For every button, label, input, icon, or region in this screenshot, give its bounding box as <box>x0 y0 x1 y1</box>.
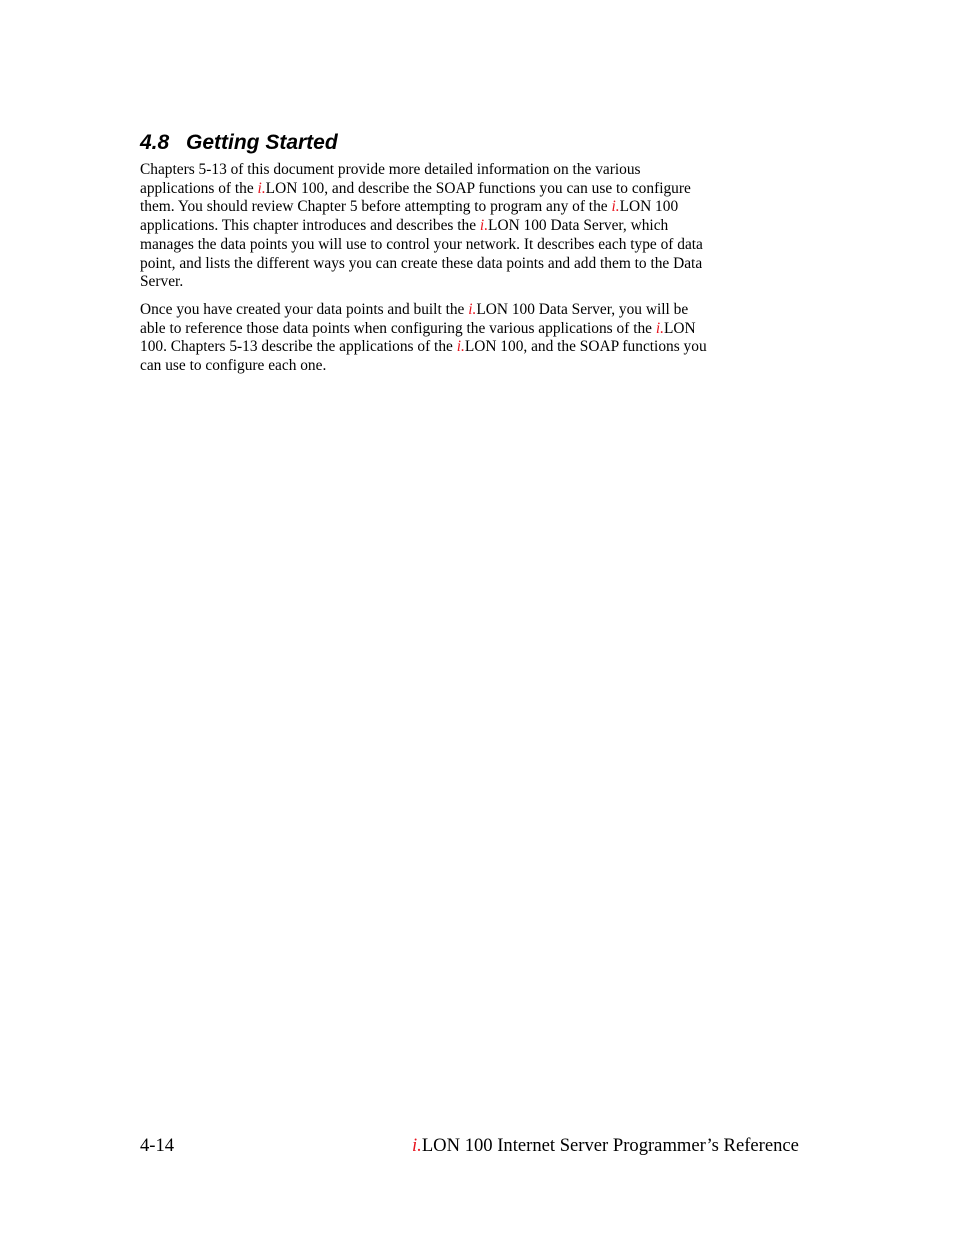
text-line: point, and lists the different ways you can create these data points and add them to the Data <box>140 254 703 272</box>
text-run: LON 100, and describe the SOAP functions you can use to configure <box>265 179 691 197</box>
text-line: Server. <box>140 273 184 291</box>
text-line: manages the data points you will use to control your network. It describes each type of data <box>140 235 703 253</box>
brand-prefix: i. <box>479 217 489 235</box>
text-run: applications of the <box>140 179 258 197</box>
text-run: them. You should review Chapter 5 before attempting to program any of the <box>140 198 612 216</box>
text-run: 100. Chapters 5-13 describe the applications of the <box>140 338 457 356</box>
text-run: LON 100 Data Server, you will be <box>476 301 689 318</box>
brand-prefix: i. <box>611 198 620 216</box>
text-run: LON 100 <box>619 198 679 216</box>
text-line <box>140 320 830 339</box>
body-paragraph-1 <box>140 161 830 292</box>
body-paragraph-2 <box>140 301 830 376</box>
text-line <box>140 180 830 199</box>
brand-prefix: i. <box>257 179 266 197</box>
footer-page-number: 4-14 <box>140 1135 175 1156</box>
text-run: able to reference those data points when configuring the various applications of the <box>140 319 656 337</box>
text-run: LON 100 Data Server, which <box>488 217 669 235</box>
brand-prefix: i. <box>468 301 477 318</box>
footer-title-text: LON 100 Internet Server Programmer’s Reference <box>421 1135 799 1156</box>
section-title: Getting Started <box>186 131 338 154</box>
brand-prefix: i. <box>456 338 465 356</box>
text-line <box>140 198 830 217</box>
text-run: applications. This chapter introduces and describes the <box>140 217 480 235</box>
brand-prefix: i. <box>412 1135 422 1156</box>
text-line <box>140 217 830 236</box>
text-line: Chapters 5-13 of this document provide more detailed information on the various <box>140 161 641 178</box>
text-run: LON 100, and the SOAP functions you <box>464 338 707 356</box>
brand-prefix: i. <box>655 319 664 337</box>
text-run: LON <box>663 319 696 337</box>
section-heading <box>140 129 338 157</box>
text-line <box>140 338 830 357</box>
footer-document-title <box>412 1134 799 1158</box>
text-line <box>140 301 830 320</box>
text-line: can use to configure each one. <box>140 357 327 375</box>
text-run: Once you have created your data points and built the <box>140 301 469 318</box>
section-number: 4.8 <box>140 131 170 154</box>
